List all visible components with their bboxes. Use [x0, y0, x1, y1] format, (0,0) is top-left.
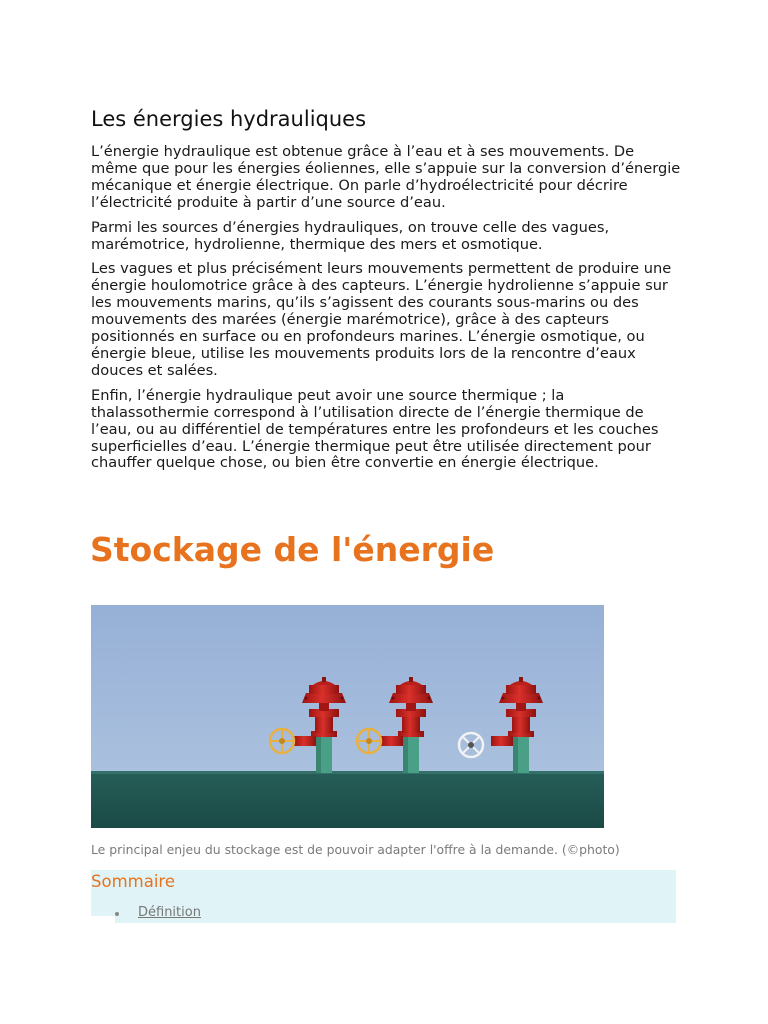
- toc-item: [91, 905, 201, 921]
- photo-caption: Le principal enjeu du stockage est de pouvoir adapter l'offre à la demande. (©photo): [91, 842, 620, 857]
- paragraph: Enfin, l’énergie hydraulique peut avoir une source thermique ; la thalassothermie correspond à l’utilisation directe de l’énergie thermique de l’eau, ou au différentiel de températures entre les profondeurs et les couches superficielles d’eau. L’énergie thermique peut être utilisée directement pour chauffer quelque chose, ou bien être convertie en énergie électrique.: [91, 386, 659, 472]
- table-of-contents: [91, 870, 676, 923]
- paragraph: Les vagues et plus précisément leurs mouvements permettent de produire une énergie houlomotrice grâce à des capteurs. L’énergie hydrolienne s’appuie sur les mouvements marins, qu’ils s’agissent des courants sous-marins ou des mouvements des marées (énergie marémotrice), grâce à des capteurs positionnés en surface ou en profondeurs marines. L’énergie osmotique, ou énergie bleue, utilise les mouvements produits lors de la rencontre d’eaux douces et salées.: [91, 260, 672, 379]
- bullet-icon: [115, 912, 119, 916]
- toc-link-definition[interactable]: Définition: [138, 905, 201, 920]
- body-text: [91, 144, 681, 480]
- toc-title: Sommaire: [91, 872, 175, 891]
- paragraph: Parmi les sources d’énergies hydrauliques, on trouve celle des vagues, marémotrice, hydrolienne, thermique des mers et osmotique.: [91, 218, 610, 253]
- main-title: Stockage de l'énergie: [90, 530, 495, 569]
- valves-photo: [91, 605, 604, 828]
- toc-list: [91, 905, 201, 921]
- section-title: Les énergies hydrauliques: [91, 107, 367, 131]
- paragraph: L’énergie hydraulique est obtenue grâce à l’eau et à ses mouvements. De même que pour les énergies éoliennes, elle s’appuie sur la conversion d’énergie mécanique et énergie électrique. On parle d’hydroélectricité pour décrire l’électricité produite à partir d’une source d’eau.: [91, 143, 681, 211]
